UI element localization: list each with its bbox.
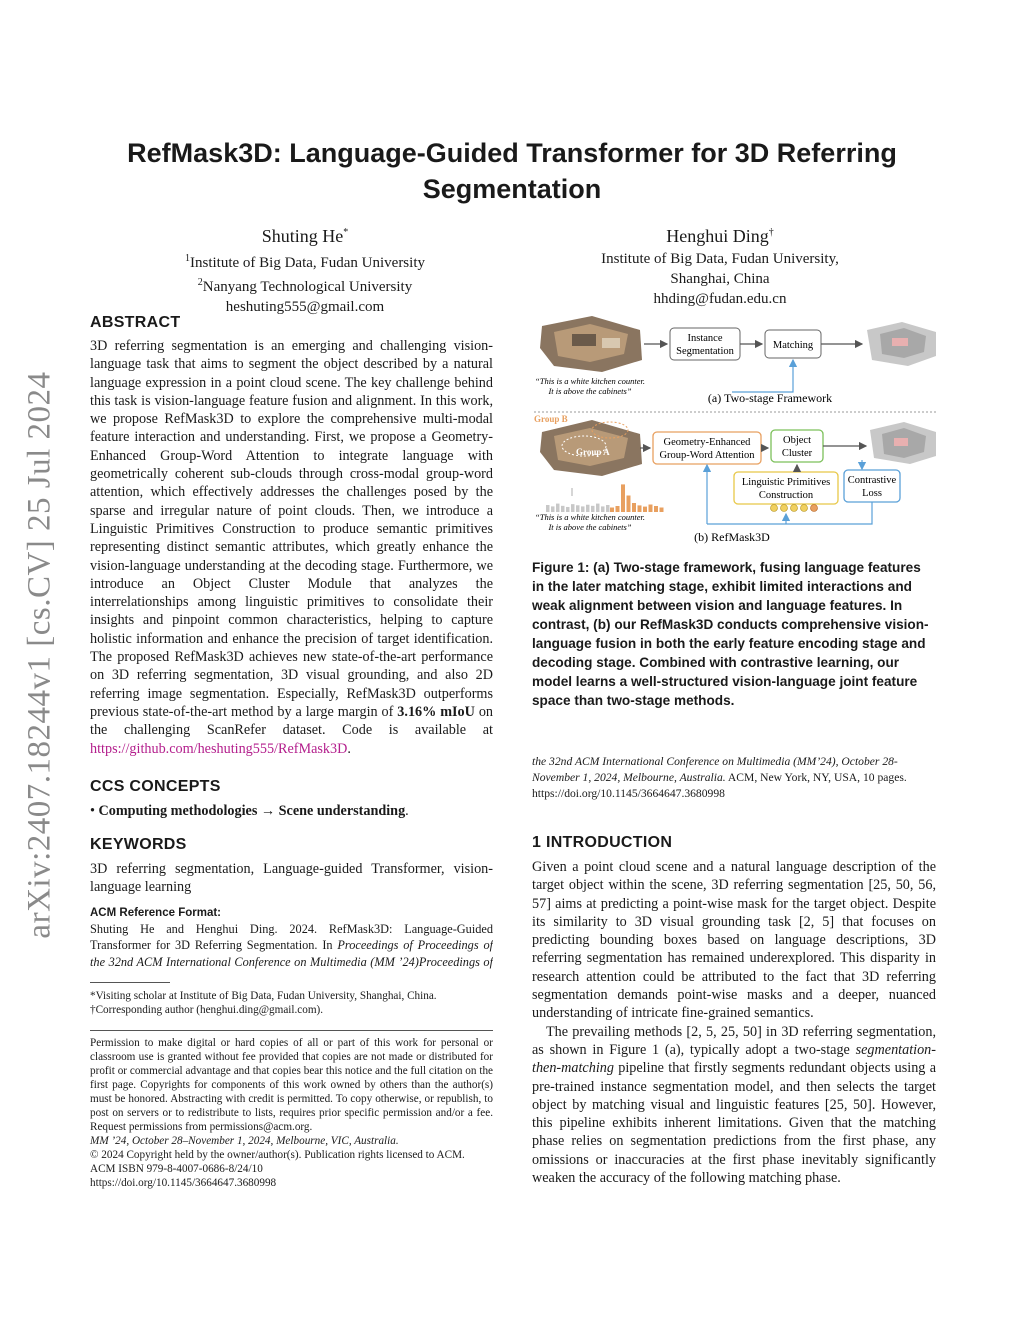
author-block-2 bbox=[560, 220, 880, 309]
abstract-highlight: 3.16% mIoU bbox=[397, 703, 475, 720]
abstract-end: . bbox=[347, 740, 351, 757]
primitive-dots bbox=[771, 505, 818, 512]
group-a-label: Group A bbox=[576, 447, 610, 457]
lpc-text: Linguistic Primitives bbox=[741, 477, 831, 488]
copyright-line: © 2024 Copyright held by the owner/author(s). Publication rights licensed to ACM. bbox=[90, 1149, 465, 1161]
keywords-heading: KEYWORDS bbox=[90, 836, 187, 853]
abstract-text bbox=[90, 337, 493, 758]
footnote-1: *Visiting scholar at Institute of Big Data, Fudan University, Shanghai, China. bbox=[90, 990, 437, 1002]
histogram-bar bbox=[660, 508, 664, 513]
ccs-text bbox=[90, 802, 493, 820]
oc-text: Cluster bbox=[781, 448, 813, 459]
author-name: Henghui Ding bbox=[666, 226, 769, 246]
intro-p2-a: The prevailing methods [2, 5, 25, 50] in 3D referring segmentation, as shown in Figure 1 (a), typically adopt a two-stage bbox=[532, 1023, 936, 1058]
histogram-left bbox=[546, 504, 610, 512]
histogram-bar bbox=[649, 505, 653, 513]
output-scene-a bbox=[867, 322, 936, 366]
histogram-bar bbox=[596, 504, 600, 512]
intro-paragraph-1: Given a point cloud scene and a natural language description of the target object within the scene, 3D referring segmentation [25, 50, 56, 57] aims at predicting a point-wise mask for the target object. Despite its similarity to 3D visual grounding task [2, 5] that focuses on predicting bounding boxes based on language descriptions, 3D referring segmentation has remained underexplored. This disparity in research attention could be attributed to the fact that 3D referring segmentation demands point-wise masks and a deeper, nuanced understanding of intricate fine-grained semantics. bbox=[532, 859, 936, 1022]
oc-text: Object bbox=[783, 435, 811, 446]
ref-italic: the 32nd ACM International Conference on Multimedia (MM’24), October 28-November 1, 2024, Melbourne, Australia. bbox=[532, 755, 898, 785]
author-name: Shuting He bbox=[261, 226, 344, 246]
aff-sup: 2 bbox=[197, 277, 203, 288]
author-email: heshuting555@gmail.com bbox=[225, 299, 385, 315]
cl-text: Loss bbox=[862, 488, 882, 499]
introduction-section bbox=[532, 834, 936, 1187]
instance-seg-text: Segmentation bbox=[676, 346, 734, 357]
lpc-text: Construction bbox=[758, 490, 814, 501]
ccs-end: . bbox=[405, 803, 409, 819]
ccs-concept: Computing methodologies bbox=[98, 803, 258, 819]
arxiv-sidebar bbox=[10, 360, 70, 950]
isbn-line: ACM ISBN 979-8-4007-0686-8/24/10 bbox=[90, 1163, 263, 1175]
doi-line: https://doi.org/10.1145/3664647.3680998 bbox=[90, 1177, 277, 1189]
quote-text: “This is a white kitchen counter. bbox=[534, 512, 646, 522]
aff-sup: 1 bbox=[185, 253, 191, 264]
paper-title: RefMask3D: Language-Guided Transformer for 3D Referring Segmentation bbox=[127, 138, 897, 204]
acm-ref-italic: Proceedings of Proceedings of the 32nd ACM International Conference on Multimedia (MM ’24)Proceedings of bbox=[90, 938, 493, 969]
author-affiliation: Shanghai, China bbox=[670, 271, 770, 287]
histogram-bar bbox=[638, 505, 642, 512]
intro-paragraph-2 bbox=[532, 1023, 936, 1188]
quote-text: It is above the cabinets” bbox=[548, 386, 632, 396]
abstract-body: 3D referring segmentation is an emerging and challenging vision-language task that aims to segment the object described by a natural language expression in a point cloud scene. The key challenge behind this task is vision-language feature fusion and alignment. In this work, we propose RefMask3D to explore the comprehensive multi-modal feature interaction and understanding. First, we propose a Geometry-Enhanced Group-Word Attention to integrate language with geometrically coherent sub-clouds through cross-modal group-word attention, which effectively addresses the challenges posed by the sparse and irregular nature of point clouds. Then, we introduce a Linguistic Primitives Construction to produce semantic primitives representing distinct semantic attributes, which greatly enhance the vision-language understanding at the decoding stage. Furthermore, we introduce an Object Cluster Module that analyzes the interrelationships among linguistic primitives to consolidate their insights and pinpoint common characteristics, helping to capture holistic information and enhance the precision of target identification. The proposed RefMask3D achieves new state-of-the-art performance on 3D referring segmentation, 3D visual grounding, and also 2D referring image segmentation. Especially, RefMask3D outperforms previous state-of-the-art method by a large margin of bbox=[90, 338, 493, 720]
histogram-bar bbox=[606, 505, 610, 512]
output-scene-b bbox=[870, 422, 936, 464]
histogram-bar bbox=[546, 505, 550, 512]
author-email: hhding@fudan.edu.cn bbox=[653, 291, 787, 307]
footnote-2: †Corresponding author (henghui.ding@gmail.com). bbox=[90, 1004, 324, 1016]
ccs-arrow: → bbox=[257, 803, 279, 819]
matching-text: Matching bbox=[772, 340, 814, 351]
acm-reference-continued bbox=[532, 754, 936, 803]
histogram-bar bbox=[654, 506, 658, 512]
ccs-section bbox=[90, 778, 493, 820]
abstract-body-tail: on the challenging ScanRefer dataset. Code is available at bbox=[90, 703, 493, 739]
gega-text: Geometry-Enhanced bbox=[663, 437, 751, 448]
quote-text: It is above the cabinets” bbox=[548, 522, 632, 532]
point-cloud-scene-a bbox=[540, 316, 642, 372]
histogram-bar bbox=[576, 505, 580, 512]
figure-caption bbox=[532, 558, 936, 710]
histogram-bar bbox=[586, 505, 590, 512]
ccs-sub: Scene understanding bbox=[278, 803, 406, 819]
acm-ref-heading: ACM Reference Format: bbox=[90, 907, 221, 919]
label-a: (a) Two-stage Framework bbox=[707, 391, 833, 405]
author-mark: † bbox=[768, 227, 774, 238]
histogram-right bbox=[610, 484, 664, 512]
language-arrow-a bbox=[732, 360, 793, 392]
author-affiliation: Nanyang Technological University bbox=[202, 279, 413, 295]
arxiv-id: arXiv:2407.18244v1 [cs.CV] 25 Jul 2024 bbox=[21, 371, 58, 939]
histogram-bar bbox=[632, 503, 636, 512]
keywords-section bbox=[90, 836, 493, 897]
intro-p2-b: pipeline that firstly segments redundant objects using a pre-trained instance segmentation model, and then selects the target object by matching visual and linguistic features [25, 50]. However, this pipeline exhibits inherent limitations. Given that the matching phase relies on segmentation predictions from the first phase, any omissions or inaccuracies at the first phase inevitably significantly weaken the accuracy of the following matching phase. bbox=[532, 1060, 936, 1187]
ref-continued-text bbox=[532, 754, 936, 803]
label-b: (b) RefMask3D bbox=[694, 530, 770, 544]
acm-ref-part1: Shuting He and Henghui Ding. 2024. RefMask3D: Language-Guided Transformer for 3D Referring Segmentation. In bbox=[90, 922, 493, 953]
acm-ref-text bbox=[90, 921, 493, 969]
permission-block bbox=[90, 1036, 493, 1190]
author-affiliation: Institute of Big Data, Fudan University, bbox=[601, 251, 839, 267]
footnote-divider bbox=[90, 982, 170, 983]
intro-p2-italic: segmentation-then-matching bbox=[532, 1041, 936, 1077]
group-b-label: Group B bbox=[534, 414, 568, 424]
permission-text: Permission to make digital or hard copies of all or part of this work for personal or classroom use is granted without fee provided that copies are not made or distributed for profit or commercial advantage and that copies bear this notice and the full citation on the first page. Copyrights for components of this work owned by others than the author(s) must be honored. Abstracting with credit is permitted. To copy otherwise, or republish, to post on servers or to redistribute to lists, requires prior specific permission and/or a fee. Request permissions from permissions@acm.org. bbox=[90, 1037, 493, 1133]
code-link[interactable]: https://github.com/heshuting555/RefMask3D bbox=[90, 740, 348, 757]
cl-text: Contrastive bbox=[847, 475, 897, 486]
footnotes bbox=[90, 989, 493, 1017]
gega-text: Group-Word Attention bbox=[659, 450, 755, 461]
ccs-heading: CCS CONCEPTS bbox=[90, 778, 221, 795]
quote-text: “This is a white kitchen counter. bbox=[534, 376, 646, 386]
permission-divider bbox=[90, 1030, 493, 1031]
intro-heading: 1 INTRODUCTION bbox=[532, 834, 673, 851]
acm-ref-clip bbox=[90, 921, 493, 969]
abstract-section bbox=[90, 314, 493, 758]
figure-1 bbox=[532, 312, 940, 550]
ref-rest: ACM, New York, NY, USA, 10 pages. https://doi.org/10.1145/3664647.3680998 bbox=[532, 771, 907, 801]
author-affiliation: Institute of Big Data, Fudan University bbox=[190, 255, 425, 271]
abstract-heading: ABSTRACT bbox=[90, 314, 181, 331]
histogram-bar bbox=[571, 504, 575, 512]
histogram-bar bbox=[556, 504, 560, 512]
acm-reference bbox=[90, 906, 493, 969]
keywords-text: 3D referring segmentation, Language-guided Transformer, vision-language learning bbox=[90, 861, 493, 896]
venue-line: MM ’24, October 28–November 1, 2024, Melbourne, VIC, Australia. bbox=[90, 1135, 399, 1147]
histogram-bar bbox=[627, 496, 631, 513]
histogram-bar bbox=[621, 484, 625, 512]
ccs-bullet: • bbox=[90, 803, 99, 819]
author-mark: * bbox=[343, 227, 349, 238]
author-block-1 bbox=[140, 220, 470, 317]
caption-text: Figure 1: (a) Two-stage framework, fusing language features in the later matching stage, exhibit limited interactions and weak alignment between vision and language features. In contrast, (b) our RefMask3D conducts comprehensive vision-language fusion in both the early feature encoding stage and decoding stage. Combined with contrastive learning, our model learns a well-structured vision-language joint feature space than two-stage methods. bbox=[532, 560, 929, 708]
instance-seg-text: Instance bbox=[687, 333, 723, 344]
